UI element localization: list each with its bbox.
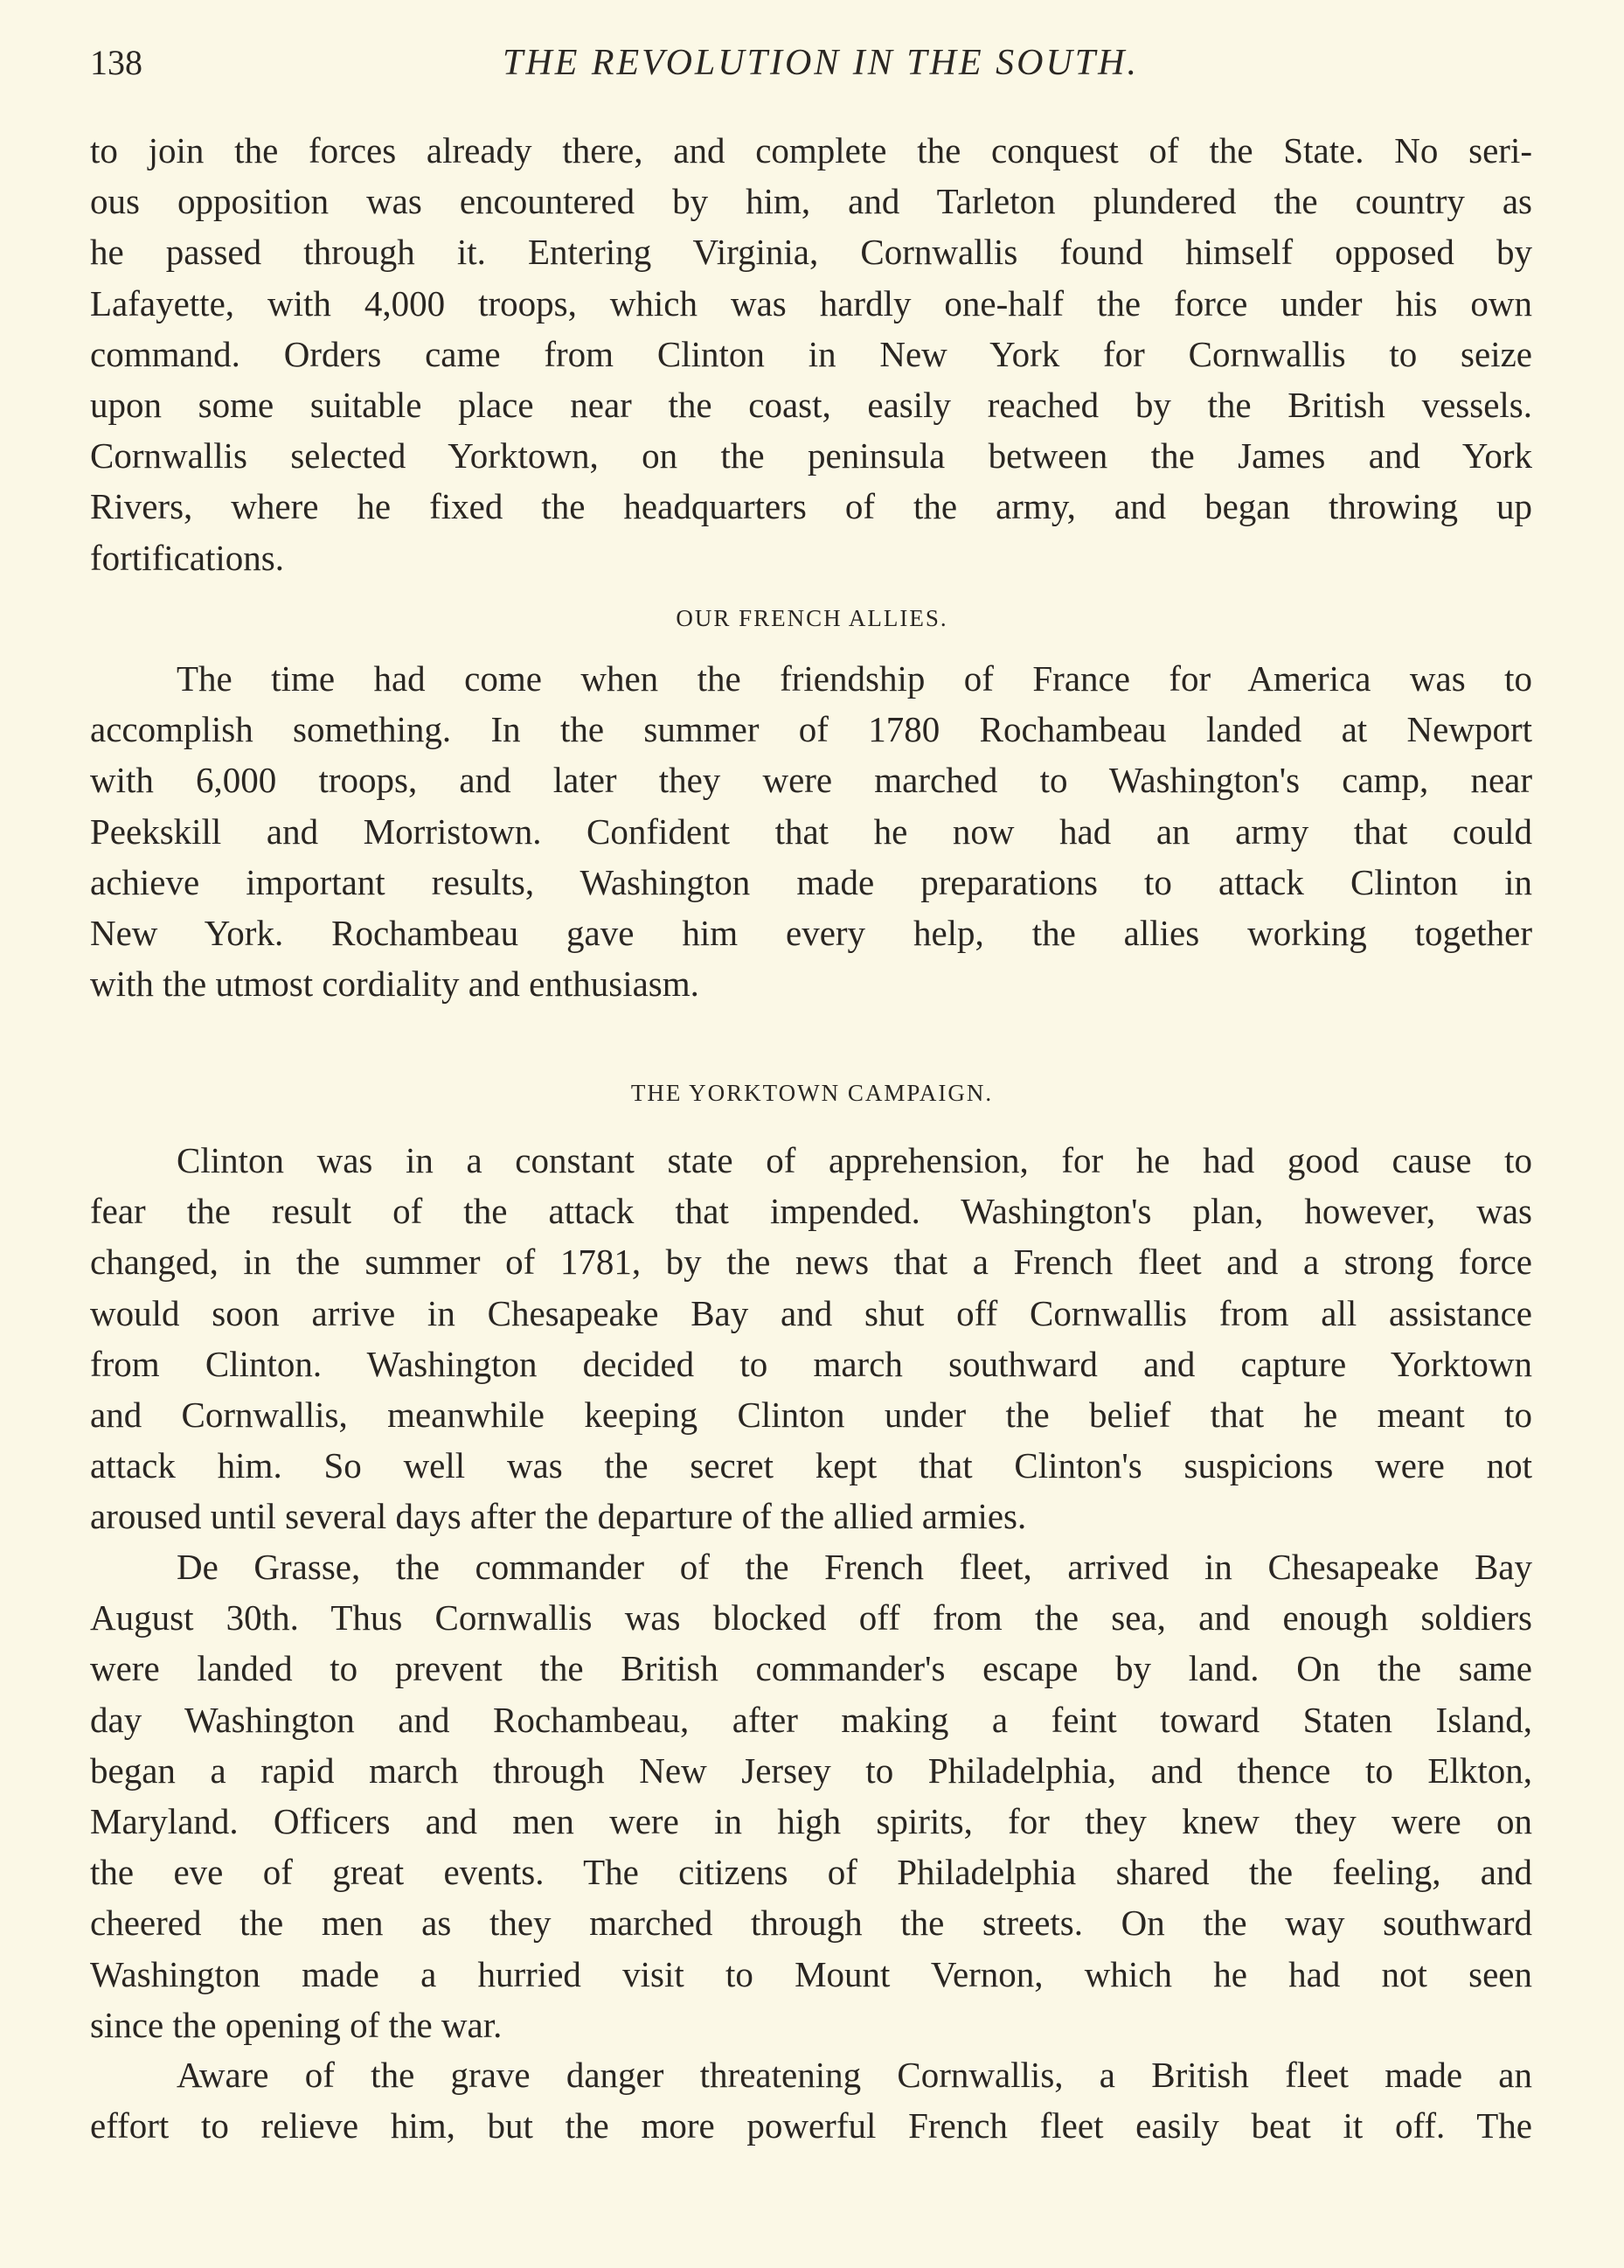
text-line: aroused until several days after the departure of the allied armies. xyxy=(90,1496,1027,1537)
text-line: August 30th. Thus Cornwallis was blocked off from the sea, and enough soldiers xyxy=(90,1597,1532,1638)
text-line: upon some suitable place near the coast, easily reached by the British vessels. xyxy=(90,384,1532,425)
text-line: Cornwallis selected Yorktown, on the peninsula between the James and York xyxy=(90,435,1532,477)
text-line: day Washington and Rochambeau, after making a feint toward Staten Island, xyxy=(90,1699,1532,1740)
section-heading: OUR FRENCH ALLIES. xyxy=(676,605,948,631)
text-line: to join the forces already there, and complete the conquest of the State. No seri- xyxy=(90,130,1532,170)
text-line: Rivers, where he fixed the headquarters of the army, and began throwing up xyxy=(90,486,1532,527)
text-line: effort to relieve him, but the more powerful French fleet easily beat it off. The xyxy=(90,2105,1532,2146)
running-title: THE REVOLUTION IN THE SOUTH. xyxy=(503,43,1139,83)
paragraph xyxy=(90,653,1532,1009)
paragraph xyxy=(90,125,1532,583)
text-line: New York. Rochambeau gave him every help, the allies working together xyxy=(90,912,1532,953)
text-line: since the opening of the war. xyxy=(90,2004,503,2045)
text-line: would soon arrive in Chesapeake Bay and shut off Cornwallis from all assistance xyxy=(90,1292,1532,1333)
text-line: achieve important results, Washington made preparations to attack Clinton in xyxy=(90,861,1532,902)
text-line: command. Orders came from Clinton in New York for Cornwallis to seize xyxy=(90,333,1532,374)
text-line: cheered the men as they marched through the streets. On the way southward xyxy=(90,1903,1532,1944)
text-line: with the utmost cordiality and enthusiasm. xyxy=(90,964,699,1005)
paragraph xyxy=(90,1541,1532,2050)
page-number: 138 xyxy=(90,43,142,82)
text-line: Lafayette, with 4,000 troops, which was hardly one-half the force under his own xyxy=(90,282,1532,324)
text-line: he passed through it. Entering Virginia, Cornwallis found himself opposed by xyxy=(90,232,1532,273)
text-line: began a rapid march through New Jersey to Philadelphia, and thence to Elkton, xyxy=(90,1750,1532,1791)
text-line: fortifications. xyxy=(90,537,285,578)
text-line: and Cornwallis, meanwhile keeping Clinton under the belief that he meant to xyxy=(90,1394,1532,1435)
text-line: attack him. So well was the secret kept that Clinton's suspicions were not xyxy=(90,1445,1532,1486)
text-line: Washington made a hurried visit to Mount Vernon, which he had not seen xyxy=(90,1953,1532,1994)
text-line: Peekskill and Morristown. Confident that he now had an army that could xyxy=(90,810,1532,852)
text-line: The time had come when the friendship of France for America was to xyxy=(177,658,1532,699)
text-line: accomplish something. In the summer of 1780 Rochambeau landed at Newport xyxy=(90,709,1532,750)
paragraph xyxy=(90,1135,1532,1542)
text-line: Aware of the grave danger threatening Cornwallis, a British fleet made an xyxy=(177,2055,1532,2095)
text-line: fear the result of the attack that impended. Washington's plan, however, was xyxy=(90,1191,1532,1232)
text-line: Maryland. Officers and men were in high spirits, for they knew they were on xyxy=(90,1800,1532,1841)
text-line: changed, in the summer of 1781, by the news that a French fleet and a strong force xyxy=(90,1242,1532,1283)
text-line: were landed to prevent the British commander's escape by land. On the same xyxy=(90,1648,1532,1689)
text-line: with 6,000 troops, and later they were marched to Washington's camp, near xyxy=(90,760,1532,801)
section-heading: THE YORKTOWN CAMPAIGN. xyxy=(630,1080,994,1106)
text-line: ous opposition was encountered by him, and Tarleton plundered the country as xyxy=(90,181,1532,222)
text-line: De Grasse, the commander of the French fleet, arrived in Chesapeake Bay xyxy=(177,1547,1532,1587)
text-line: the eve of great events. The citizens of Philadelphia shared the feeling, and xyxy=(90,1852,1532,1893)
paragraph xyxy=(90,2049,1532,2151)
text-line: from Clinton. Washington decided to march southward and capture Yorktown xyxy=(90,1343,1532,1384)
text-line: Clinton was in a constant state of apprehension, for he had good cause to xyxy=(177,1140,1532,1180)
